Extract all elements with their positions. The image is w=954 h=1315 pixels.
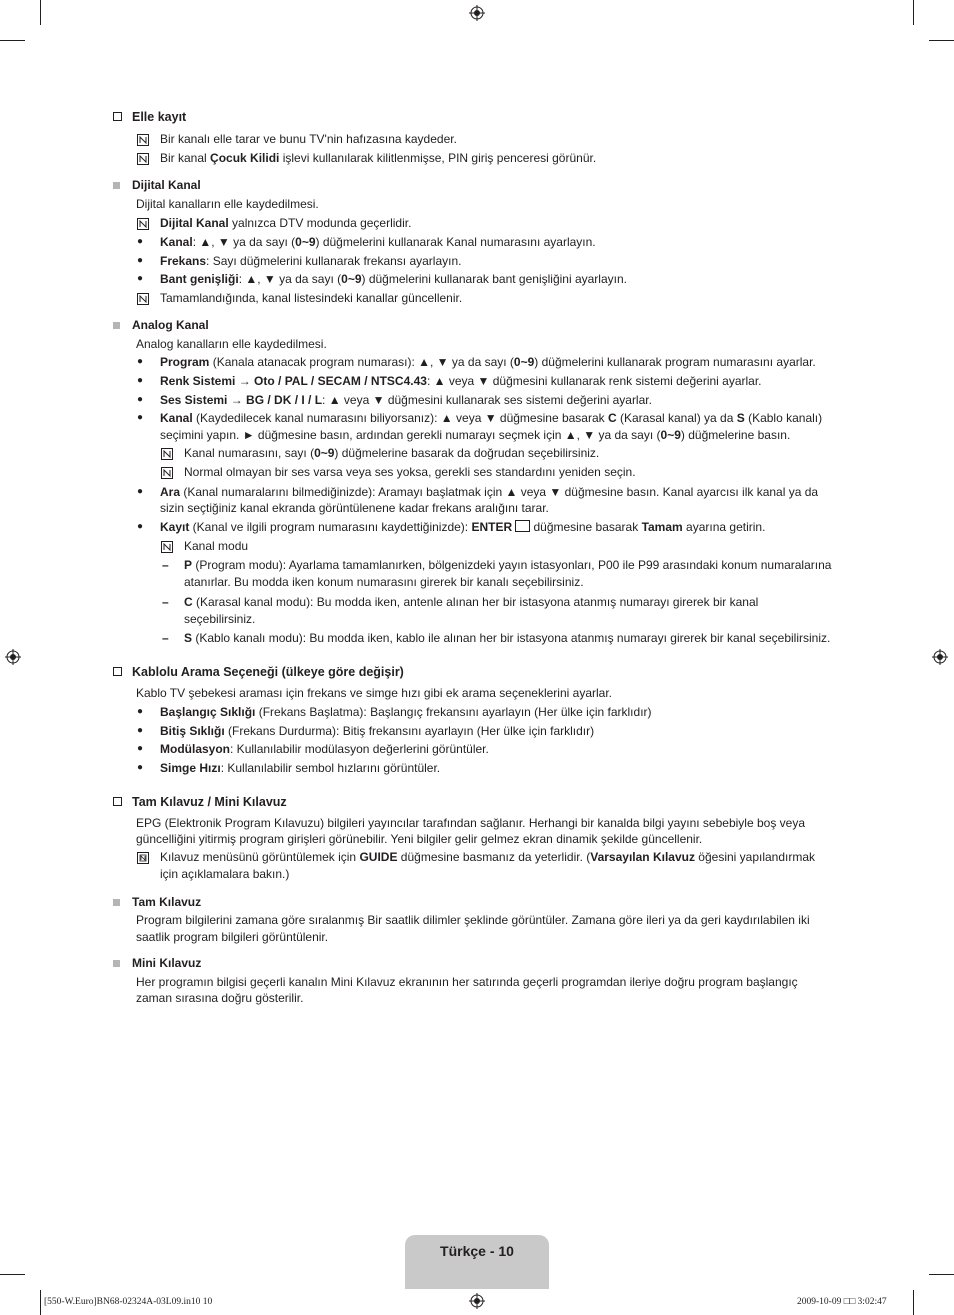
list-item: Ara (Kanal numaralarını bilmediğinizde): Aramayı başlatmak için ▲ veya ▼ düğmesine basın. Kanal ayarcısı ilk kanal ya da — [160, 485, 819, 499]
print-slug-right: 2009-10-09 □□ 3:02:47 — [797, 1297, 887, 1307]
note-icon — [137, 153, 149, 165]
bullet: ● — [137, 412, 144, 423]
section-description: Dijital kanalların elle kaydedilmesi. — [136, 197, 319, 211]
bullet: ● — [137, 273, 144, 284]
page-number: Türkçe - 10 — [440, 1243, 514, 1259]
section-description: Analog kanalların elle kaydedilmesi. — [136, 337, 327, 351]
note-icon — [137, 218, 149, 230]
square-bullet-icon — [113, 899, 120, 906]
dash-bullet: – — [162, 631, 169, 645]
enter-icon — [515, 520, 530, 532]
crop-mark — [929, 1274, 954, 1275]
note-text: Bir kanal Çocuk Kilidi işlevi kullanılarak kilitlenmişse, PIN giriş penceresi görünür. — [160, 151, 597, 165]
crop-mark — [913, 0, 914, 25]
registration-mark — [5, 649, 21, 665]
crop-mark — [0, 40, 25, 41]
note-text: Kılavuz menüsünü görüntülemek için GUIDE düğmesine basmanız da yeterlidir. (Varsayılan Kılavuz öğesini yapılandırmak — [160, 850, 816, 864]
list-item-continuation: seçebilirsiniz. — [184, 612, 256, 626]
heading-kablolu-arama: Kablolu Arama Seçeneği (ülkeye göre değişir) — [113, 665, 404, 679]
crop-mark — [0, 1274, 25, 1275]
note-text: Bir kanalı elle tarar ve bunu TV'nin hafızasına kaydeder. — [160, 132, 457, 146]
registration-mark — [932, 649, 948, 665]
list-item-continuation: atanırlar. Bu modda iken konum numarasını girerek bir kanalı seçebilirsiniz. — [184, 575, 584, 589]
checkbox-bullet-icon — [113, 112, 122, 121]
list-item: P (Program modu): Ayarlama tamamlanırken, bölgenizdeki yayın istasyonları, P00 ile P99 arasındaki konum numaralarına — [184, 558, 832, 572]
bullet: ● — [137, 394, 144, 405]
bullet: ● — [137, 743, 144, 754]
heading-tam-kilavuz: Tam Kılavuz — [113, 895, 201, 909]
note-text: Dijital Kanal yalnızca DTV modunda geçerlidir. — [160, 216, 412, 230]
note-icon — [161, 467, 173, 479]
heading-mini-kilavuz: Mini Kılavuz — [113, 956, 201, 970]
heading-tam-mini-kilavuz: Tam Kılavuz / Mini Kılavuz — [113, 795, 287, 809]
list-item: Kanal: ▲, ▼ ya da sayı (0~9) düğmelerini kullanarak Kanal numarasını ayarlayın. — [160, 235, 596, 249]
list-item: Bant genişliği: ▲, ▼ ya da sayı (0~9) düğmelerini kullanarak bant genişliğini ayarlayın. — [160, 272, 627, 286]
note-icon — [137, 134, 149, 146]
list-item: C (Karasal kanal modu): Bu modda iken, antenle alınan her bir istasyona atanmış numarayı girerek bir kanal — [184, 595, 759, 609]
list-item-continuation: seçimini yapın. ► düğmesine basın, ardından gerekli numarayı seçmek için ▲, ▼ ya da sayı (0~9) düğmelerine basın. — [160, 428, 791, 442]
print-slug-left: [550-W.Euro]BN68-02324A-03L09.in10 10 — [44, 1297, 213, 1307]
list-item: Frekans: Sayı düğmelerini kullanarak frekansı ayarlayın. — [160, 254, 462, 268]
list-item: Simge Hızı: Kullanılabilir sembol hızlarını görüntüler. — [160, 761, 441, 775]
list-item: S (Kablo kanalı modu): Bu modda iken, kablo ile alınan her bir istasyona atanmış numarayı girerek bir kanal seçebilirsiniz. — [184, 631, 831, 645]
square-bullet-icon — [113, 322, 120, 329]
bullet: ● — [137, 725, 144, 736]
checkbox-bullet-icon — [113, 797, 122, 806]
checkbox-bullet-icon — [113, 667, 122, 676]
paragraph-line: zaman sırasına doğru gösterilir. — [136, 991, 304, 1005]
paragraph-line: güncelliğini yitirmiş program girişleri görünebilir. Yeni bilgiler gelir gelmez ekran dinamik şekilde güncellenir. — [136, 832, 703, 846]
crop-mark — [913, 1290, 914, 1315]
registration-mark — [469, 5, 485, 21]
list-item: Modülasyon: Kullanılabilir modülasyon değerlerini görüntüler. — [160, 742, 489, 756]
bullet: ● — [137, 356, 144, 367]
bullet: ● — [137, 375, 144, 386]
note-text-continuation: için açıklamalara bakın.) — [160, 867, 290, 881]
heading-dijital-kanal: Dijital Kanal — [113, 178, 201, 192]
bullet: ● — [137, 762, 144, 773]
list-item: Kanal (Kaydedilecek kanal numarasını biliyorsanız): ▲ veya ▼ düğmesine basarak C (Karasal kanal) ya da S (Kablo kanalı) — [160, 411, 823, 425]
note-icon — [137, 293, 149, 305]
list-item-continuation: sizin seçtiğiniz kanal ekranda görüntülenene kadar frekans aralığını tarar. — [160, 501, 549, 515]
list-item: Bitiş Sıklığı (Frekans Durdurma): Bitiş frekansını ayarlayın (Her ülke için farklıdır) — [160, 724, 595, 738]
paragraph-line: Her programın bilgisi geçerli kanalın Mini Kılavuz ekranının her satırında geçerli programdan ileriye doğru program başlangıç — [136, 975, 798, 989]
note-text: Normal olmayan bir ses varsa veya ses yoksa, gerekli ses standardını yeniden seçin. — [184, 465, 636, 479]
note-text: Tamamlandığında, kanal listesindeki kanallar güncellenir. — [160, 291, 463, 305]
dash-bullet: – — [162, 595, 169, 609]
bullet: ● — [137, 706, 144, 717]
crop-mark — [40, 1290, 41, 1315]
note-text: Kanal modu — [184, 539, 249, 553]
guide-note-icon — [137, 852, 149, 864]
list-item: Kayıt (Kanal ve ilgili program numarasını kaydettiğinizde): ENTER düğmesine basarak Tamam ayarına getirin. — [160, 520, 766, 534]
paragraph-line: saatlik program bilgileri görüntülenir. — [136, 930, 329, 944]
square-bullet-icon — [113, 182, 120, 189]
crop-mark — [40, 0, 41, 25]
crop-mark — [929, 40, 954, 41]
note-icon — [161, 448, 173, 460]
note-text: Kanal numarasını, sayı (0~9) düğmelerine basarak da doğrudan seçebilirsiniz. — [184, 446, 600, 460]
heading-elle-kayit: Elle kayıt — [113, 110, 186, 124]
list-item: Başlangıç Sıklığı (Frekans Başlatma): Başlangıç frekansını ayarlayın (Her ülke için farklıdır) — [160, 705, 652, 719]
paragraph-line: EPG (Elektronik Program Kılavuzu) bilgileri yayıncılar tarafından sağlanır. Herhangi bir kanalda bilgi yayını sebebiyle boş veya — [136, 816, 805, 830]
bullet: ● — [137, 486, 144, 497]
list-item: Ses Sistemi → BG / DK / I / L: ▲ veya ▼ düğmesini kullanarak ses sistemi değerini ayarlar. — [160, 393, 652, 407]
list-item: Renk Sistemi → Oto / PAL / SECAM / NTSC4.43: ▲ veya ▼ düğmesini kullanarak renk sistemi değerini ayarlar. — [160, 374, 762, 388]
square-bullet-icon — [113, 960, 120, 967]
bullet: ● — [137, 236, 144, 247]
bullet: ● — [137, 255, 144, 266]
heading-analog-kanal: Analog Kanal — [113, 318, 209, 332]
dash-bullet: – — [162, 558, 169, 572]
bullet: ● — [137, 521, 144, 532]
section-description: Kablo TV şebekesi araması için frekans ve simge hızı gibi ek arama seçeneklerini ayarlar. — [136, 686, 612, 700]
note-icon — [161, 541, 173, 553]
list-item: Program (Kanala atanacak program numarası): ▲, ▼ ya da sayı (0~9) düğmelerini kullanarak program numarasını ayarlar. — [160, 355, 816, 369]
paragraph-line: Program bilgilerini zamana göre sıralanmış Bir saatlik dilimler şeklinde görüntüler. Zamana göre ileri ya da geri kaydırılabilen iki — [136, 913, 810, 927]
registration-mark — [469, 1293, 485, 1309]
